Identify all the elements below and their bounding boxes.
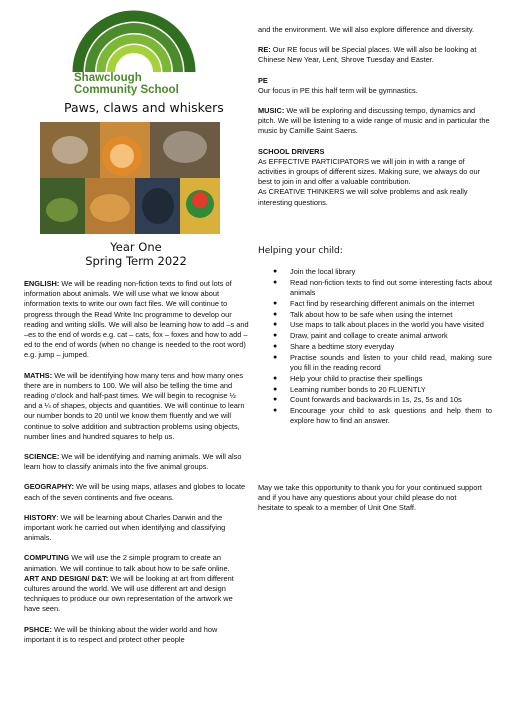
bullet-icon: ● (273, 342, 278, 350)
bullet-icon: ● (273, 353, 278, 361)
list-item: ● Share a bedtime story everyday (273, 341, 395, 351)
section-geography (24, 482, 250, 502)
section-text: We will be looking at art from different cultures around the world. We will use different art and design techniques to produce our own representation of the artwork we have seen. (24, 573, 234, 614)
left-column (24, 279, 250, 655)
section-text: : We will be learning about Charles Darwin and the important work he carried out when identifying and classifying animals. (24, 512, 226, 543)
section-heading: RE: (258, 45, 271, 55)
bullet-icon: ● (273, 321, 278, 329)
section-heading: SCIENCE: (24, 452, 60, 462)
list-item: ● Encourage your child to ask questions and help them to explore how to find an answer. (273, 406, 492, 426)
helping-list (270, 267, 492, 427)
list-item: ● Count forwards and backwards in 1s, 2s, 5s and 10s (273, 395, 462, 405)
section-text: We will be reading non-fiction texts to find out lots of information about animals. We will use what we know about information texts to write our own fact files. We will continue to progress through the Read Write Inc programme to develop our reading and writing skills. We will also be learning how to add –s and –es to the end of words e.g. cat – cats, fox – foxes and how to add –ed to the end of words (when no change is needed to the root word) e.g. jump – jumped. (24, 279, 249, 360)
section-heading: MATHS: (24, 370, 53, 380)
section-english (24, 279, 250, 361)
section-heading: MUSIC: (258, 106, 285, 116)
section-text: We will be thinking about the wider world and how important it is to respect and protect other people (24, 624, 218, 644)
section-school-drivers (258, 147, 490, 208)
list-item: ● Fact find by researching different animals on the internet (273, 298, 475, 308)
animal-collage-image (40, 122, 220, 234)
section-text: We will be exploring and discussing tempo, dynamics and pitch. We will be listening to a wide range of music and in particular the music by Camille Saint Saens. (258, 106, 490, 136)
list-item: ● Use maps to talk about places in the world you have visited (273, 320, 484, 330)
section-computing (24, 553, 250, 573)
bullet-icon: ● (273, 268, 278, 275)
list-item: ● Read non-fiction texts to find out some interesting facts about animals (273, 277, 492, 297)
section-heading: HISTORY (24, 512, 57, 522)
closing-message: May we take this opportunity to thank you for your continued support and if you have any questions about your child please do not hesitate to speak to a member of Unit One Staff. (258, 483, 482, 513)
list-item: ● Draw, paint and collage to create animal artwork (273, 331, 448, 341)
section-heading: PE (258, 75, 268, 85)
section-text-2: As CREATIVE THINKERS we will solve problems and ask really interesting questions. (258, 187, 468, 207)
term-label: Spring Term 2022 (85, 254, 187, 268)
school-name-line2: Community School (74, 84, 179, 96)
section-pe (258, 76, 490, 96)
section-heading: COMPUTING (24, 553, 70, 563)
list-item: ● Talk about how to be safe when using the internet (273, 309, 453, 319)
bullet-icon: ● (273, 310, 278, 318)
section-heading: ART AND DESIGN/ D&T: (24, 573, 109, 583)
list-item: ● Join the local library (273, 267, 356, 276)
section-text: We will be using maps, atlases and globes to locate each of the seven continents and five oceans. (24, 482, 246, 502)
term-heading (22, 240, 250, 268)
school-name (74, 72, 194, 96)
section-pshce (24, 625, 250, 645)
bullet-icon: ● (273, 374, 278, 382)
section-heading: ENGLISH: (24, 279, 60, 288)
section-re (258, 45, 490, 65)
section-text: We will be identifying and naming animals. We will also learn how to classify animals into the five animal groups. (24, 452, 242, 472)
year-label: Year One (110, 240, 162, 254)
section-text: and the environment. We will also explore difference and diversity. (258, 25, 475, 34)
right-column (258, 25, 490, 218)
bullet-icon: ● (273, 332, 278, 340)
bullet-icon: ● (273, 396, 278, 404)
section-science (24, 452, 250, 472)
bullet-icon: ● (273, 299, 278, 307)
school-name-line1: Shawclough (74, 72, 142, 84)
bullet-icon: ● (273, 278, 278, 286)
list-item: ● Help your child to practise their spellings (273, 373, 423, 383)
section-text: We will be identifying how many tens and how many ones there are in numbers to 100. We will also be telling the time and reading o’clock and half-past times. We will begin to recognise ½ and a ¼ of shapes, objects and quantities. We will continue to learn our number bonds to 20 until we know them fluently and we will continue to solve addition and subtraction problems using objects, number lines and hundred squares to help us. (24, 370, 245, 441)
section-heading: GEOGRAPHY: (24, 482, 74, 492)
section-music (258, 106, 490, 137)
bullet-icon: ● (273, 407, 278, 415)
section-text: We will use the 2 simple program to create an animation. We will continue to talk about how to be safe online. (24, 553, 230, 573)
section-text: As EFFECTIVE PARTICIPATORS we will join in with a range of activities in groups of different sizes. Making sure, we always do our best to join in and offer a valuable contribution. (258, 156, 481, 187)
section-text: Our focus in PE this half term will be gymnastics. (258, 85, 418, 95)
topic-title: Paws, claws and whiskers (64, 100, 224, 115)
helping-heading: Helping your child: (258, 246, 343, 256)
section-pshce-continued (258, 25, 490, 35)
list-item: ● Learning number bonds to 20 FLUENTLY (273, 384, 426, 394)
list-item: ● Practise sounds and listen to your child read, making sure you fill in the reading record (273, 352, 492, 372)
section-heading: SCHOOL DRIVERS (258, 146, 325, 156)
section-art-design (24, 574, 250, 615)
bullet-icon: ● (273, 385, 278, 393)
section-heading: PSHCE: (24, 624, 52, 634)
section-text: Our RE focus will be Special places. We will also be looking at Chinese New Year, Lent, Shrove Tuesday and Easter. (258, 45, 477, 65)
section-history (24, 513, 250, 544)
section-maths (24, 371, 250, 442)
rainbow-logo-icon (60, 10, 220, 80)
